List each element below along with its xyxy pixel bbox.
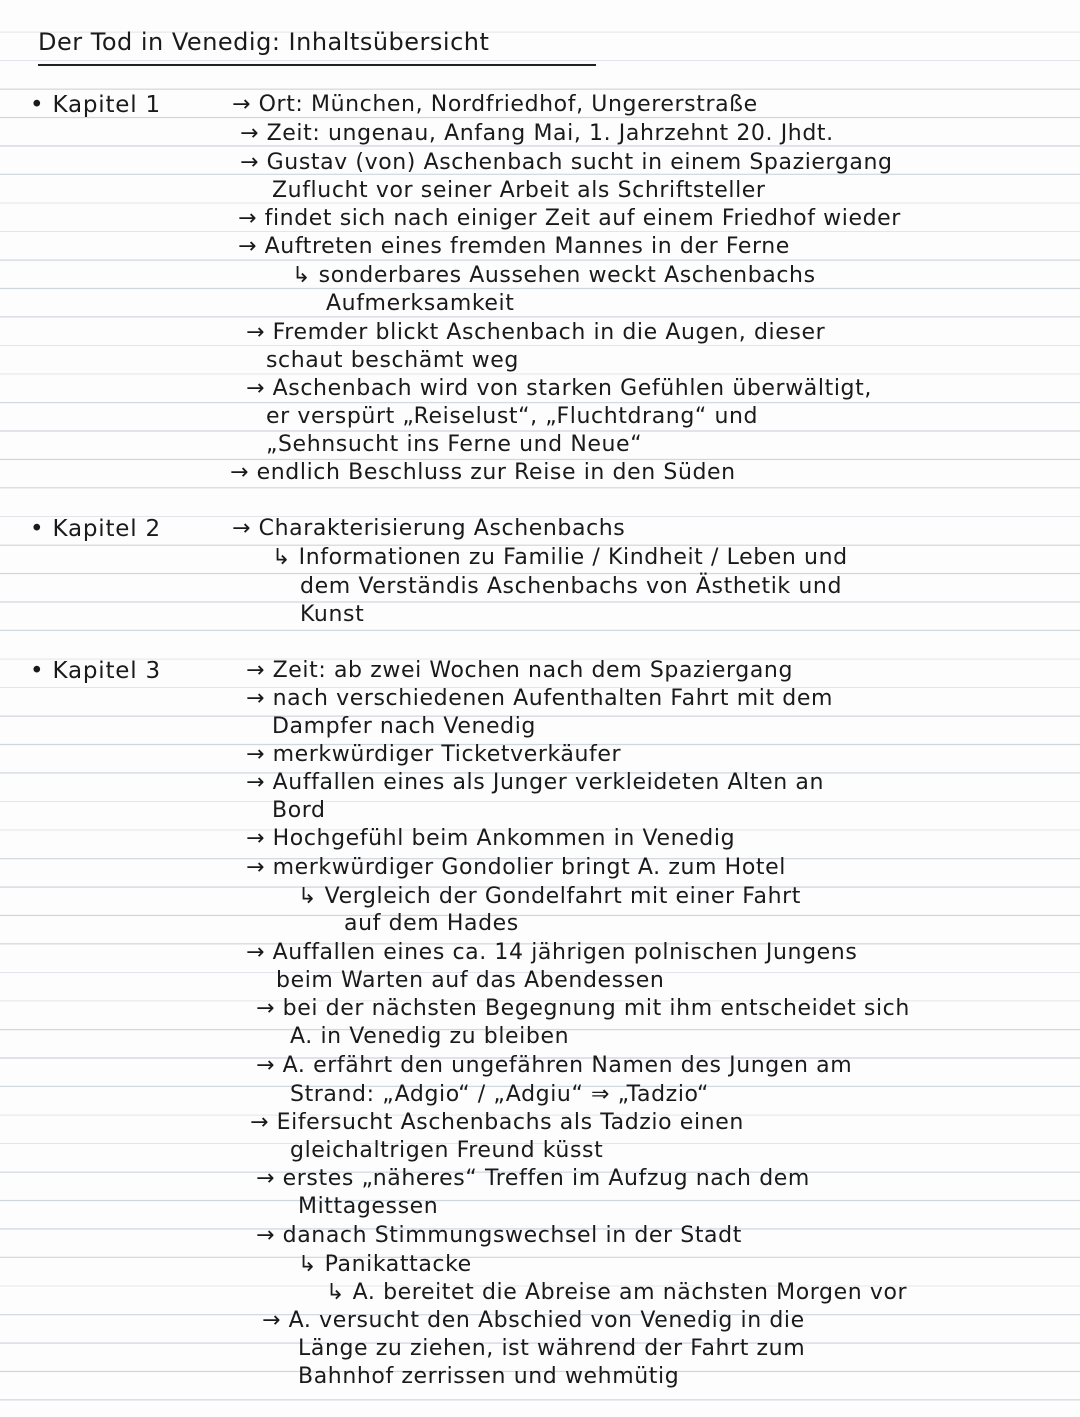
- chapter-2-label: • Kapitel 2: [30, 516, 161, 542]
- chapter-3-line: ↳ A. bereitet die Abreise am nächsten Morgen vor: [326, 1280, 908, 1305]
- chapter-3-line: A. in Venedig zu bleiben: [290, 1024, 570, 1049]
- chapter-3-line: → Auffallen eines ca. 14 jährigen polnischen Jungens: [246, 940, 858, 965]
- chapter-2-line: Kunst: [300, 602, 365, 627]
- chapter-1-line: → findet sich nach einiger Zeit auf einem Friedhof wieder: [238, 206, 901, 231]
- chapter-3-line: Länge zu ziehen, ist während der Fahrt zum: [298, 1336, 806, 1361]
- chapter-1-line: → Zeit: ungenau, Anfang Mai, 1. Jahrzehnt 20. Jhdt.: [240, 121, 834, 146]
- chapter-2-line: ↳ Informationen zu Familie / Kindheit / Leben und: [272, 545, 848, 570]
- chapter-3-line: gleichaltrigen Freund küsst: [290, 1138, 604, 1163]
- chapter-1-line: Aufmerksamkeit: [326, 291, 515, 316]
- chapter-3-line: → A. erfährt den ungefähren Namen des Jungen am: [256, 1053, 853, 1078]
- chapter-3-line: → Auffallen eines als Junger verkleideten Alten an: [246, 770, 825, 795]
- chapter-2-line: → Charakterisierung Aschenbachs: [232, 516, 626, 541]
- chapter-3-line: → danach Stimmungswechsel in der Stadt: [256, 1223, 742, 1248]
- chapter-1-line: Zuflucht vor seiner Arbeit als Schriftsteller: [272, 178, 766, 203]
- chapter-3-line: → bei der nächsten Begegnung mit ihm entscheidet sich: [256, 996, 910, 1021]
- chapter-1-line: → Fremder blickt Aschenbach in die Augen, dieser: [246, 320, 826, 345]
- chapter-3-line: auf dem Hades: [344, 911, 519, 936]
- page-title: Der Tod in Venedig: Inhaltsübersicht: [38, 28, 490, 56]
- chapter-3-line: → Eifersucht Aschenbachs als Tadzio einen: [250, 1110, 744, 1135]
- chapter-1-line: schaut beschämt weg: [266, 348, 519, 373]
- chapter-3-line: Dampfer nach Venedig: [272, 714, 536, 739]
- chapter-1-line: → Ort: München, Nordfriedhof, Ungererstraße: [232, 92, 758, 117]
- chapter-2-line: dem Verständis Aschenbachs von Ästhetik und: [300, 574, 843, 599]
- chapter-3-line: Bahnhof zerrissen und wehmütig: [298, 1364, 680, 1389]
- chapter-1-line: „Sehnsucht ins Ferne und Neue“: [266, 432, 643, 457]
- chapter-1-line: → endlich Beschluss zur Reise in den Süden: [230, 460, 736, 485]
- chapter-1-line: er verspürt „Reiselust“, „Fluchtdrang“ und: [266, 404, 759, 429]
- chapter-1-line: → Auftreten eines fremden Mannes in der Ferne: [238, 234, 790, 259]
- chapter-3-line: → merkwürdiger Ticketverkäufer: [246, 742, 622, 767]
- chapter-3-line: → erstes „näheres“ Treffen im Aufzug nach dem: [256, 1166, 810, 1191]
- chapter-1-line: ↳ sonderbares Aussehen weckt Aschenbachs: [292, 263, 816, 288]
- chapter-3-line: beim Warten auf das Abendessen: [276, 968, 665, 993]
- chapter-1-line: → Gustav (von) Aschenbach sucht in einem Spaziergang: [240, 150, 893, 175]
- chapter-3-line: → nach verschiedenen Aufenthalten Fahrt mit dem: [246, 686, 834, 711]
- chapter-3-line: Strand: „Adgio“ / „Adgiu“ ⇒ „Tadzio“: [290, 1082, 709, 1107]
- chapter-1-label: • Kapitel 1: [30, 92, 161, 118]
- chapter-3-line: Bord: [272, 798, 326, 823]
- chapter-3-line: → A. versucht den Abschied von Venedig in die: [262, 1308, 805, 1333]
- chapter-3-label: • Kapitel 3: [30, 658, 161, 684]
- chapter-3-line: ↳ Vergleich der Gondelfahrt mit einer Fahrt: [298, 884, 802, 909]
- title-underline: [38, 64, 596, 66]
- chapter-3-line: Mittagessen: [298, 1194, 439, 1219]
- chapter-3-line: → Zeit: ab zwei Wochen nach dem Spaziergang: [246, 658, 794, 683]
- chapter-3-line: → Hochgefühl beim Ankommen in Venedig: [246, 826, 736, 851]
- chapter-3-line: → merkwürdiger Gondolier bringt A. zum Hotel: [246, 855, 786, 880]
- chapter-1-line: → Aschenbach wird von starken Gefühlen überwältigt,: [246, 376, 872, 401]
- chapter-3-line: ↳ Panikattacke: [298, 1252, 472, 1277]
